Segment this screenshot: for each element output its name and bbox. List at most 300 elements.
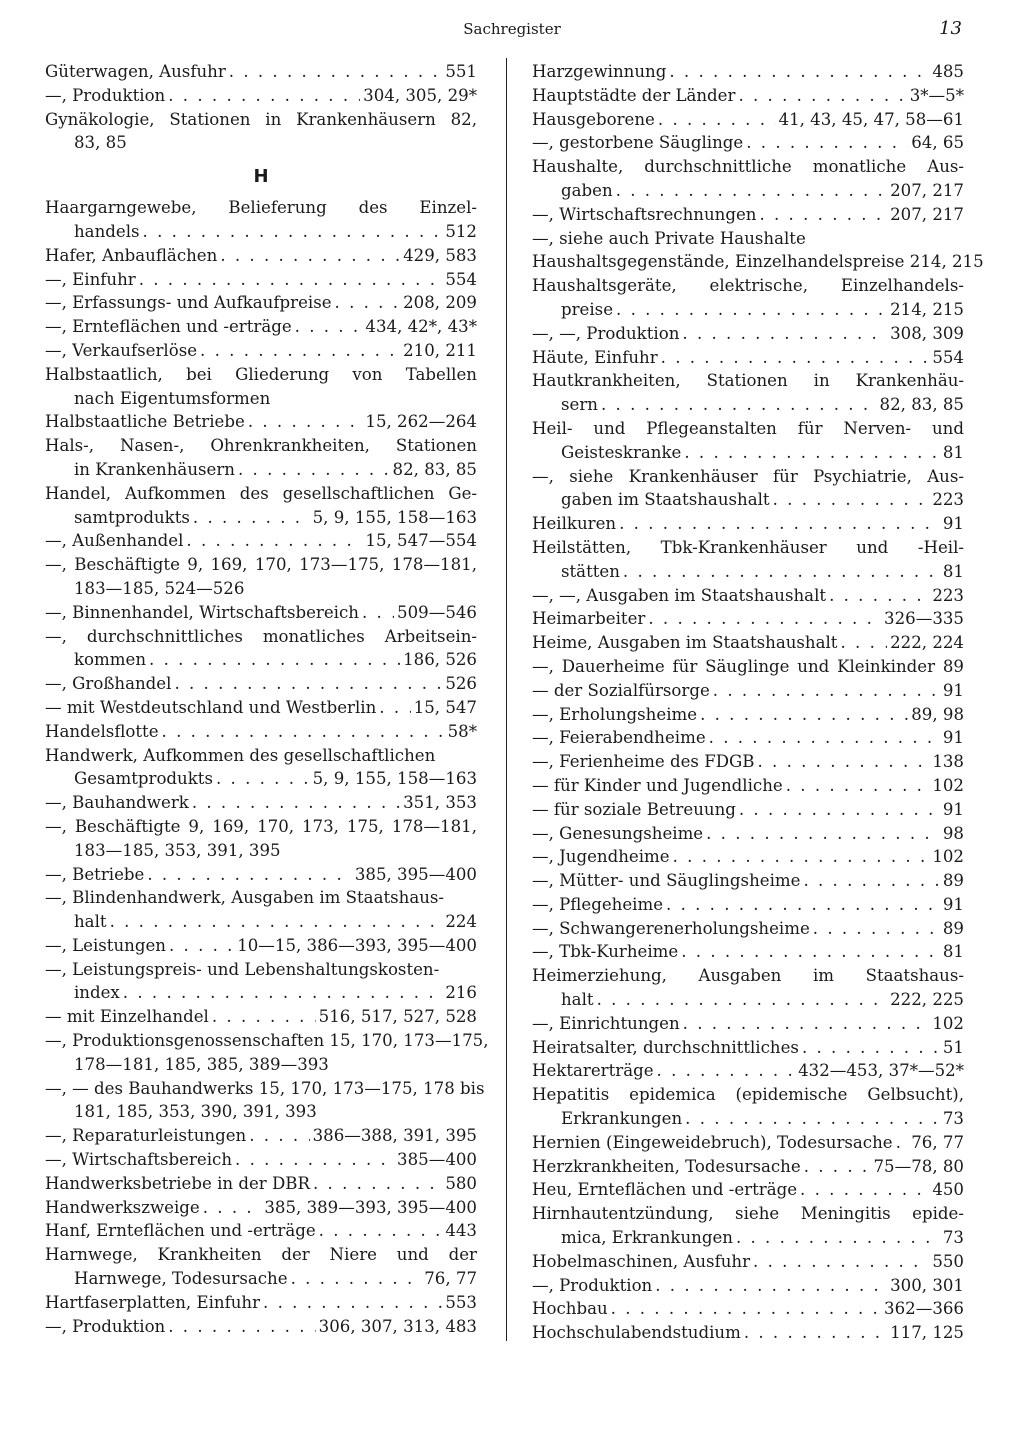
entry-label: —, Betriebe <box>45 864 145 884</box>
dot-leader <box>685 1107 940 1131</box>
index-entry <box>532 1321 964 1345</box>
entry-pages: 15, 547 <box>413 697 477 717</box>
dot-leader <box>295 315 363 339</box>
entry-pages: 434, 42*, 43* <box>365 317 477 337</box>
entry-label: gaben im Staatshaushalt <box>561 490 770 510</box>
dot-leader <box>616 298 887 322</box>
entry-label: Erkrankungen <box>561 1109 683 1129</box>
entry-label: Hochschulabendstudium <box>532 1323 741 1343</box>
index-entry <box>532 441 964 465</box>
entry-label: Harnwege, Todesursache <box>74 1269 288 1289</box>
entry-pages: 76, 77 <box>911 1132 964 1152</box>
index-entry <box>532 607 964 631</box>
index-entry <box>532 584 964 608</box>
entry-text: —, Beschäftigte 9, 169, 170, 173—175, 178—181, <box>45 555 477 575</box>
entry-pages: 214, 215 <box>890 299 964 319</box>
entry-pages: 91 <box>942 680 964 700</box>
dot-leader <box>616 179 887 203</box>
entry-label: — mit Einzelhandel <box>45 1007 209 1027</box>
index-entry <box>45 506 477 530</box>
entry-label: Gesamtprodukts <box>74 769 213 789</box>
entry-label: Halbstaatliche Betriebe <box>45 412 245 432</box>
index-entry <box>532 1178 964 1202</box>
dot-leader <box>666 893 940 917</box>
entry-pages: 15, 547—554 <box>365 531 477 551</box>
entry-text: —, Beschäftigte 9, 169, 170, 173, 175, 178—181, <box>45 816 477 836</box>
index-entry-line <box>45 434 477 458</box>
entry-text: Hepatitis epidemica (epidemische Gelbsucht), <box>532 1085 964 1105</box>
entry-pages: 89 <box>942 871 964 891</box>
entry-pages: 117, 125 <box>890 1323 964 1343</box>
entry-pages: 512 <box>445 221 477 241</box>
entry-pages: 385, 395—400 <box>354 864 477 884</box>
dot-leader <box>235 1148 394 1172</box>
entry-label: gaben <box>561 180 613 200</box>
entry-label: —, —, Ausgaben im Staatshaushalt <box>532 585 827 605</box>
entry-pages: 432—453, 37*—52* <box>798 1061 964 1081</box>
dot-leader <box>709 726 940 750</box>
index-entry <box>45 84 477 108</box>
dot-leader <box>186 529 362 553</box>
entry-label: stätten <box>561 561 620 581</box>
entry-pages: 554 <box>932 347 964 367</box>
index-entry <box>45 291 477 315</box>
entry-text: Gynäkologie, Stationen in Krankenhäusern 82, <box>45 109 477 129</box>
index-entry-line <box>532 274 964 298</box>
entry-pages: 138 <box>932 752 964 772</box>
entry-text: Hals-, Nasen-, Ohrenkrankheiten, Stationen <box>45 436 477 456</box>
index-entry <box>45 529 477 553</box>
entry-label: —, Genesungsheime <box>532 823 704 843</box>
entry-label: sern <box>561 395 598 415</box>
index-entry-line <box>45 196 477 220</box>
entry-label: halt <box>561 990 594 1010</box>
index-entry-line: Haushaltsgegenstände, Einzelhandelspreise 214, 215 <box>532 252 984 272</box>
dot-leader <box>655 1274 887 1298</box>
index-entry-line <box>45 1243 477 1267</box>
index-entry-line <box>532 369 964 393</box>
index-entry <box>532 1036 964 1060</box>
entry-pages: 223 <box>932 490 964 510</box>
dot-leader <box>739 798 940 822</box>
entry-text: —, Dauerheime für Säuglinge und Kleinkinder 89 <box>532 656 964 676</box>
entry-label: in Krankenhäusern <box>74 459 235 479</box>
entry-text: Heil- und Pflegeanstalten für Nerven- und <box>532 418 964 438</box>
entry-text: Handel, Aufkommen des gesellschaftlichen Ge- <box>45 483 477 503</box>
entry-pages: 15, 262—264 <box>365 412 477 432</box>
entry-pages: 10—15, 386—393, 395—400 <box>237 935 477 955</box>
entry-pages: 91 <box>942 728 964 748</box>
entry-label: Handelsflotte <box>45 721 159 741</box>
entry-label: Handwerksbetriebe in der DBR <box>45 1173 310 1193</box>
index-entry <box>45 1219 477 1243</box>
entry-label: —, Wirtschaftsrechnungen <box>532 204 757 224</box>
page-header <box>0 18 1024 40</box>
entry-label: —, Außenhandel <box>45 531 184 551</box>
entry-pages: 385, 389—393, 395—400 <box>264 1197 477 1217</box>
dot-leader <box>658 108 776 132</box>
entry-label: Heilkuren <box>532 514 617 534</box>
entry-pages: 207, 217 <box>890 204 964 224</box>
dot-leader <box>800 1178 929 1202</box>
entry-pages: 385—400 <box>397 1150 477 1170</box>
entry-label: — mit Westdeutschland und Westberlin <box>45 697 377 717</box>
entry-label: Heime, Ausgaben im Staatshaushalt <box>532 633 838 653</box>
entry-pages: 580 <box>445 1173 477 1193</box>
index-entry <box>532 845 964 869</box>
index-entry <box>45 410 477 434</box>
running-title: Sachregister <box>463 20 561 38</box>
index-entry <box>45 268 477 292</box>
index-entry-line: nach Eigentumsformen <box>74 388 271 408</box>
index-entry <box>532 1250 964 1274</box>
index-entry <box>532 346 964 370</box>
dot-leader <box>291 1267 422 1291</box>
index-entry <box>45 910 477 934</box>
dot-leader <box>313 1172 442 1196</box>
entry-pages: 222, 224 <box>890 633 964 653</box>
dot-leader <box>786 774 930 798</box>
entry-label: —, Einfuhr <box>45 269 136 289</box>
entry-label: Hartfaserplatten, Einfuhr <box>45 1292 261 1312</box>
index-entry <box>45 244 477 268</box>
dot-leader <box>212 1005 316 1029</box>
index-entry <box>532 1155 964 1179</box>
section-letter: H <box>253 166 269 188</box>
entry-pages: 224 <box>445 912 477 932</box>
entry-pages: 82, 83, 85 <box>879 395 964 415</box>
index-entry <box>532 679 964 703</box>
entry-pages: 210, 211 <box>403 340 477 360</box>
index-entry-line <box>45 1029 489 1053</box>
entry-pages: 326—335 <box>884 609 964 629</box>
entry-pages: 551 <box>445 62 477 81</box>
index-entry <box>532 179 964 203</box>
page-number: 13 <box>939 18 962 39</box>
index-entry-line: 183—185, 524—526 <box>74 578 245 598</box>
index-entry-line <box>532 655 964 679</box>
index-entry <box>45 791 477 815</box>
index-entry <box>532 726 964 750</box>
index-entry <box>532 750 964 774</box>
entry-pages: 351, 353 <box>403 793 477 813</box>
entry-pages: 73 <box>942 1109 964 1129</box>
index-entry <box>45 1124 477 1148</box>
entry-label: Handwerkszweige <box>45 1197 200 1217</box>
index-entry <box>45 60 477 84</box>
entry-label: Geisteskranke <box>561 442 682 462</box>
dot-leader <box>757 750 929 774</box>
dot-leader <box>746 131 908 155</box>
entry-text: —, durchschnittliches monatliches Arbeitsein- <box>45 626 477 646</box>
entry-text: —, siehe Krankenhäuser für Psychiatrie, Aus- <box>532 466 964 486</box>
index-entry <box>532 940 964 964</box>
entry-pages: 300, 301 <box>890 1275 964 1295</box>
index-entries-g <box>45 60 477 155</box>
entry-text: —, — des Bauhandwerks 15, 170, 173—175, 178 bis <box>45 1078 485 1098</box>
index-entry <box>45 601 477 625</box>
dot-leader <box>597 988 888 1012</box>
column-divider <box>506 58 507 1341</box>
index-entry <box>532 917 964 941</box>
index-entry <box>532 893 964 917</box>
entry-text: Halbstaatlich, bei Gliederung von Tabellen <box>45 364 477 384</box>
entry-label: —, gestorbene Säuglinge <box>532 133 744 153</box>
index-entry <box>45 1315 477 1339</box>
dot-leader <box>139 268 443 292</box>
index-entry <box>532 774 964 798</box>
index-entry <box>532 393 964 417</box>
entry-label: Hauptstädte der Länder <box>532 85 736 105</box>
entry-label: —, Großhandel <box>45 674 172 694</box>
dot-leader <box>657 1059 796 1083</box>
index-entry <box>532 1297 964 1321</box>
entry-label: halt <box>74 912 107 932</box>
entry-pages: 81 <box>942 942 964 962</box>
entry-pages: 98 <box>942 823 964 843</box>
index-entry <box>45 315 477 339</box>
index-entry <box>45 1196 477 1220</box>
index-entry <box>45 220 477 244</box>
entry-pages: 5, 9, 155, 158—163 <box>312 769 477 789</box>
entry-label: Hobelmaschinen, Ausfuhr <box>532 1251 751 1271</box>
entry-pages: 306, 307, 313, 483 <box>318 1316 477 1336</box>
index-entry <box>532 512 964 536</box>
index-entry-line: 183—185, 353, 391, 395 <box>74 840 281 860</box>
dot-leader <box>192 791 400 815</box>
entry-label: index <box>74 983 120 1003</box>
dot-leader <box>803 869 939 893</box>
entry-label: —, Ferienheime des FDGB <box>532 752 755 772</box>
index-entry <box>532 298 964 322</box>
dot-leader <box>248 410 363 434</box>
index-entry-line <box>532 536 964 560</box>
dot-leader <box>168 84 360 108</box>
dot-leader <box>193 506 310 530</box>
index-entry <box>532 203 964 227</box>
index-entries-h-left <box>45 196 489 1338</box>
entry-label: Heu, Ernteflächen und -erträge <box>532 1180 798 1200</box>
entry-label: —, Schwangerenerholungsheime <box>532 918 810 938</box>
entry-pages: 429, 583 <box>403 245 477 265</box>
index-entry <box>532 322 964 346</box>
index-entry-line <box>532 465 964 489</box>
dot-leader <box>700 703 908 727</box>
dot-leader <box>216 767 310 791</box>
index-entry <box>532 560 964 584</box>
index-entry <box>45 863 477 887</box>
entry-label: kommen <box>74 650 147 670</box>
dot-leader <box>669 60 929 84</box>
entry-pages: 76, 77 <box>424 1269 477 1289</box>
index-entry <box>532 798 964 822</box>
index-entry-line <box>532 1083 964 1107</box>
index-entry-line <box>532 964 964 988</box>
dot-leader <box>648 607 881 631</box>
entry-label: —, Tbk-Kurheime <box>532 942 679 962</box>
index-entry <box>45 1148 477 1172</box>
entry-label: mica, Erkrankungen <box>561 1228 733 1248</box>
dot-leader <box>319 1219 443 1243</box>
dot-leader <box>623 560 940 584</box>
dot-leader <box>174 672 442 696</box>
entry-pages: 91 <box>942 514 964 534</box>
index-entry <box>532 703 964 727</box>
entry-text: Harnwege, Krankheiten der Niere und der <box>45 1245 477 1265</box>
dot-leader <box>840 631 887 655</box>
entry-pages: 89, 98 <box>911 704 964 724</box>
entry-pages: 81 <box>942 561 964 581</box>
dot-leader <box>682 322 887 346</box>
dot-leader <box>263 1291 442 1315</box>
index-entry <box>45 1267 477 1291</box>
index-entry-line <box>45 1077 485 1101</box>
index-entry <box>532 822 964 846</box>
entry-text: Hirnhautentzündung, siehe Meningitis epide- <box>532 1204 964 1224</box>
entry-text: Haushalte, durchschnittliche monatliche Aus- <box>532 157 964 177</box>
index-entry <box>532 1012 964 1036</box>
dot-leader <box>143 220 443 244</box>
dot-leader <box>661 346 930 370</box>
entry-pages: 222, 225 <box>890 990 964 1010</box>
entry-label: — für soziale Betreuung <box>532 799 736 819</box>
index-entry-line <box>45 363 477 387</box>
entry-pages: 554 <box>445 269 477 289</box>
index-entry <box>532 108 964 132</box>
entry-label: Herzkrankheiten, Todesursache <box>532 1156 801 1176</box>
entry-label: —, Bauhandwerk <box>45 793 189 813</box>
dot-leader <box>110 910 443 934</box>
dot-leader <box>220 244 400 268</box>
entry-pages: 216 <box>445 983 477 1003</box>
index-entry <box>45 696 477 720</box>
index-entry <box>532 84 964 108</box>
entry-pages: 553 <box>445 1292 477 1312</box>
index-entry-line: —, Leistungspreis- und Lebenshaltungskosten- <box>45 959 440 979</box>
index-entry-line: —, siehe auch Private Haushalte <box>532 228 806 248</box>
entry-pages: 102 <box>932 1013 964 1033</box>
dot-leader <box>335 291 401 315</box>
entry-pages: 223 <box>932 585 964 605</box>
dot-leader <box>362 601 394 625</box>
entry-label: Hafer, Anbauflächen <box>45 245 218 265</box>
entry-text: —, Produktionsgenossenschaften 15, 170, 173—175, <box>45 1031 489 1051</box>
entry-label: Hernien (Eingeweidebruch), Todesursache <box>532 1132 893 1152</box>
entry-pages: 73 <box>942 1228 964 1248</box>
entry-label: Güterwagen, Ausfuhr <box>45 62 226 81</box>
entry-pages: 526 <box>445 674 477 694</box>
dot-leader <box>149 648 400 672</box>
index-entry-line <box>532 1202 964 1226</box>
index-entry <box>532 1059 964 1083</box>
entry-label: — für Kinder und Jugendliche <box>532 775 783 795</box>
dot-leader <box>683 1012 930 1036</box>
dot-leader <box>738 84 906 108</box>
entry-pages: 102 <box>932 847 964 867</box>
index-entry-line: 181, 185, 353, 390, 391, 393 <box>74 1102 317 1122</box>
entry-pages: 516, 517, 527, 528 <box>318 1007 477 1027</box>
dot-leader <box>773 488 930 512</box>
entry-pages: 41, 43, 45, 47, 58—61 <box>778 109 964 129</box>
entry-label: —, Pflegeheime <box>532 894 664 914</box>
index-entry <box>45 672 477 696</box>
dot-leader <box>162 720 445 744</box>
index-entry <box>45 458 477 482</box>
entry-label: Harzgewinnung <box>532 62 667 81</box>
entry-label: Hanf, Ernteflächen und -erträge <box>45 1221 316 1241</box>
dot-leader <box>601 393 877 417</box>
index-entry <box>532 60 964 84</box>
dot-leader <box>829 584 929 608</box>
index-entry <box>532 131 964 155</box>
entry-pages: 304, 305, 29* <box>363 85 477 105</box>
dot-leader <box>706 822 940 846</box>
dot-leader <box>896 1131 909 1155</box>
index-entry <box>532 1107 964 1131</box>
index-entry <box>45 1172 477 1196</box>
entry-pages: 186, 526 <box>403 650 477 670</box>
dot-leader <box>804 1155 871 1179</box>
index-entry <box>45 767 477 791</box>
dot-leader <box>684 441 940 465</box>
entry-label: Häute, Einfuhr <box>532 347 658 367</box>
entry-pages: 386—388, 391, 395 <box>312 1126 477 1146</box>
index-entry <box>532 488 964 512</box>
dot-leader <box>813 917 940 941</box>
entry-label: handels <box>74 221 140 241</box>
index-entry <box>532 631 964 655</box>
entry-label: samtprodukts <box>74 507 190 527</box>
entry-label: —, Binnenhandel, Wirtschaftsbereich <box>45 602 359 622</box>
entry-text: Haargarngewebe, Belieferung des Einzel- <box>45 198 477 218</box>
index-entry <box>45 648 477 672</box>
dot-leader <box>753 1250 929 1274</box>
dot-leader <box>249 1124 309 1148</box>
index-entry-line <box>532 417 964 441</box>
dot-leader <box>736 1226 940 1250</box>
index-entry-line <box>532 155 964 179</box>
entry-pages: 308, 309 <box>890 323 964 343</box>
entry-label: —, Feierabendheime <box>532 728 706 748</box>
entry-label: —, —, Produktion <box>532 323 680 343</box>
index-entry <box>532 869 964 893</box>
index-entry-line: —, Blindenhandwerk, Ausgaben im Staatshaus- <box>45 888 445 908</box>
index-entries-h-right <box>532 60 984 1345</box>
entry-pages: 81 <box>942 442 964 462</box>
entry-pages: 89 <box>942 918 964 938</box>
entry-text: Heimerziehung, Ausgaben im Staatshaus- <box>532 966 964 986</box>
entry-text: Heilstätten, Tbk-Krankenhäuser und -Heil- <box>532 537 964 557</box>
entry-pages: 58* <box>447 721 477 741</box>
entry-pages: 3*—5* <box>909 85 964 105</box>
index-entry <box>45 1005 477 1029</box>
entry-pages: 450 <box>932 1180 964 1200</box>
entry-label: —, Erholungsheime <box>532 704 698 724</box>
entry-label: Heimarbeiter <box>532 609 646 629</box>
entry-pages: 509—546 <box>397 602 477 622</box>
index-entry <box>45 981 477 1005</box>
dot-leader <box>673 845 930 869</box>
entry-pages: 91 <box>942 799 964 819</box>
entry-pages: 443 <box>445 1221 477 1241</box>
entry-pages: 64, 65 <box>911 133 964 153</box>
entry-label: —, Jugendheime <box>532 847 670 867</box>
dot-leader <box>203 1196 262 1220</box>
entry-pages: 75—78, 80 <box>873 1156 964 1176</box>
index-entry-line <box>45 482 477 506</box>
entry-label: preise <box>561 299 614 319</box>
entry-label: —, Produktion <box>532 1275 653 1295</box>
